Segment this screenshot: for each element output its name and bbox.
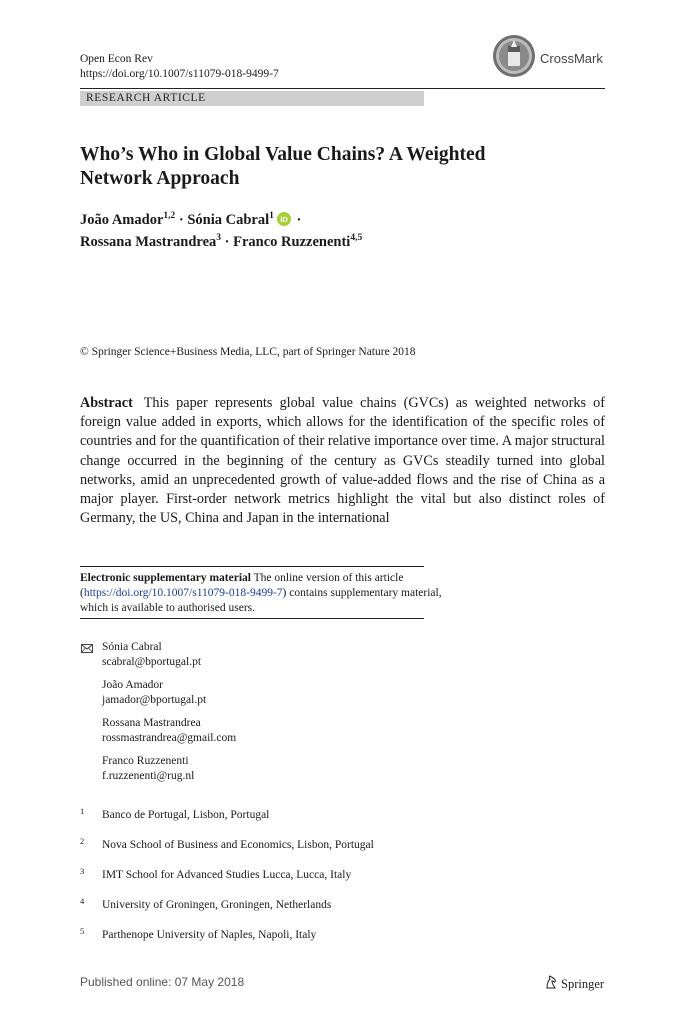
- affiliation-number: 2: [80, 836, 85, 846]
- copyright-notice: © Springer Science+Business Media, LLC, part of Springer Nature 2018: [80, 346, 416, 358]
- affiliation-text: IMT School for Advanced Studies Lucca, Lucca, Italy: [102, 869, 352, 881]
- author-line: [80, 232, 600, 252]
- supplementary-material-note: [80, 571, 490, 616]
- contact-name: Sónia Cabral: [102, 641, 162, 653]
- crossmark-badge-icon: [492, 34, 536, 83]
- author-separator: ·: [292, 212, 305, 228]
- author-affiliation-ref: 1,2: [163, 211, 176, 222]
- contact-entry: [80, 640, 480, 670]
- esm-text: The online version of this article: [250, 572, 404, 584]
- affiliations-list: [80, 808, 530, 958]
- publisher-name: Springer: [561, 976, 605, 991]
- esm-line: [80, 571, 490, 586]
- article-type-label: RESEARCH ARTICLE: [80, 91, 424, 106]
- abstract-text: This paper represents global value chains (GVCs) as weighted networks of foreign value added in exports, which allows for the identification of the specific roles of countries and for the quantification of their relative importance over time. A major structural change occurred in the beginning of the century as GVCs steadily turned into global networks, amid an unprecedented growth of value-added flows and the rise of China as a major player. First-order network metrics highlight the vital but also distinct roles of Germany, the US, China and Japan in the international: [80, 395, 606, 527]
- published-date: Published online: 07 May 2018: [80, 975, 245, 989]
- affiliation-number: 5: [80, 926, 85, 936]
- author-list: [80, 210, 600, 252]
- contact-name: Franco Ruzzenenti: [102, 755, 189, 767]
- author-separator: ·: [175, 212, 188, 228]
- affiliation-text: Banco de Portugal, Lisbon, Portugal: [102, 809, 270, 821]
- affiliation-number: 1: [80, 806, 85, 816]
- author-line: [80, 210, 600, 232]
- contact-entry: [80, 754, 480, 784]
- contact-email[interactable]: scabral@bportugal.pt: [102, 656, 202, 668]
- contact-email[interactable]: f.ruzzenenti@rug.nl: [102, 770, 195, 782]
- author-name[interactable]: Rossana Mastrandrea: [80, 234, 217, 250]
- contact-entry: [80, 678, 480, 708]
- affiliation-text: University of Groningen, Groningen, Netherlands: [102, 899, 332, 911]
- orcid-icon[interactable]: [277, 212, 291, 232]
- publisher-logo: [544, 975, 604, 993]
- contact-email[interactable]: rossmastrandrea@gmail.com: [102, 732, 237, 744]
- abstract: [80, 394, 605, 528]
- article-title: [80, 143, 600, 191]
- esm-link[interactable]: https://doi.org/10.1007/s11079-018-9499-7: [83, 587, 283, 599]
- springer-horse-icon: [544, 975, 558, 993]
- crossmark-button[interactable]: [492, 34, 603, 83]
- journal-name: Open Econ Rev: [80, 53, 153, 65]
- header-rule: [80, 88, 605, 89]
- author-name[interactable]: Franco Ruzzenenti: [233, 234, 351, 250]
- article-doi[interactable]: https://doi.org/10.1007/s11079-018-9499-7: [80, 68, 279, 80]
- affiliation-item: [80, 868, 530, 898]
- affiliation-text: Parthenope University of Naples, Napoli, Italy: [102, 929, 317, 941]
- abstract-label: Abstract: [80, 395, 133, 411]
- crossmark-label: CrossMark: [540, 51, 603, 66]
- contact-entry: [80, 716, 480, 746]
- envelope-icon: [81, 643, 93, 658]
- esm-label: Electronic supplementary material: [80, 572, 251, 584]
- affiliation-item: [80, 928, 530, 958]
- footnote-rule-top: [80, 566, 424, 567]
- author-affiliation-ref: 1: [269, 211, 274, 222]
- affiliation-item: [80, 838, 530, 868]
- corresponding-contacts: [80, 640, 480, 792]
- esm-line: (https://doi.org/10.1007/s11079-018-9499-7) contains supplementary material,: [80, 587, 442, 599]
- affiliation-text: Nova School of Business and Economics, Lisbon, Portugal: [102, 839, 374, 851]
- affiliation-number: 4: [80, 896, 85, 906]
- svg-text:iD: iD: [280, 215, 288, 224]
- author-separator: ·: [221, 234, 234, 250]
- author-affiliation-ref: 3: [216, 233, 222, 244]
- title-line: Who’s Who in Global Value Chains? A Weighted: [80, 144, 486, 165]
- author-name[interactable]: Sónia Cabral: [187, 212, 270, 228]
- title-line: Network Approach: [80, 168, 240, 189]
- esm-text: contains supplementary material,: [286, 587, 442, 599]
- affiliation-number: 3: [80, 866, 85, 876]
- author-name[interactable]: João Amador: [80, 212, 164, 228]
- esm-line: which is available to authorised users.: [80, 602, 256, 614]
- contact-name: Rossana Mastrandrea: [102, 717, 201, 729]
- affiliation-item: [80, 808, 530, 838]
- contact-name: João Amador: [102, 679, 164, 691]
- footnote-rule-bottom: [80, 618, 424, 619]
- affiliation-item: [80, 898, 530, 928]
- author-affiliation-ref: 4,5: [350, 233, 363, 244]
- contact-email[interactable]: jamador@bportugal.pt: [102, 694, 207, 706]
